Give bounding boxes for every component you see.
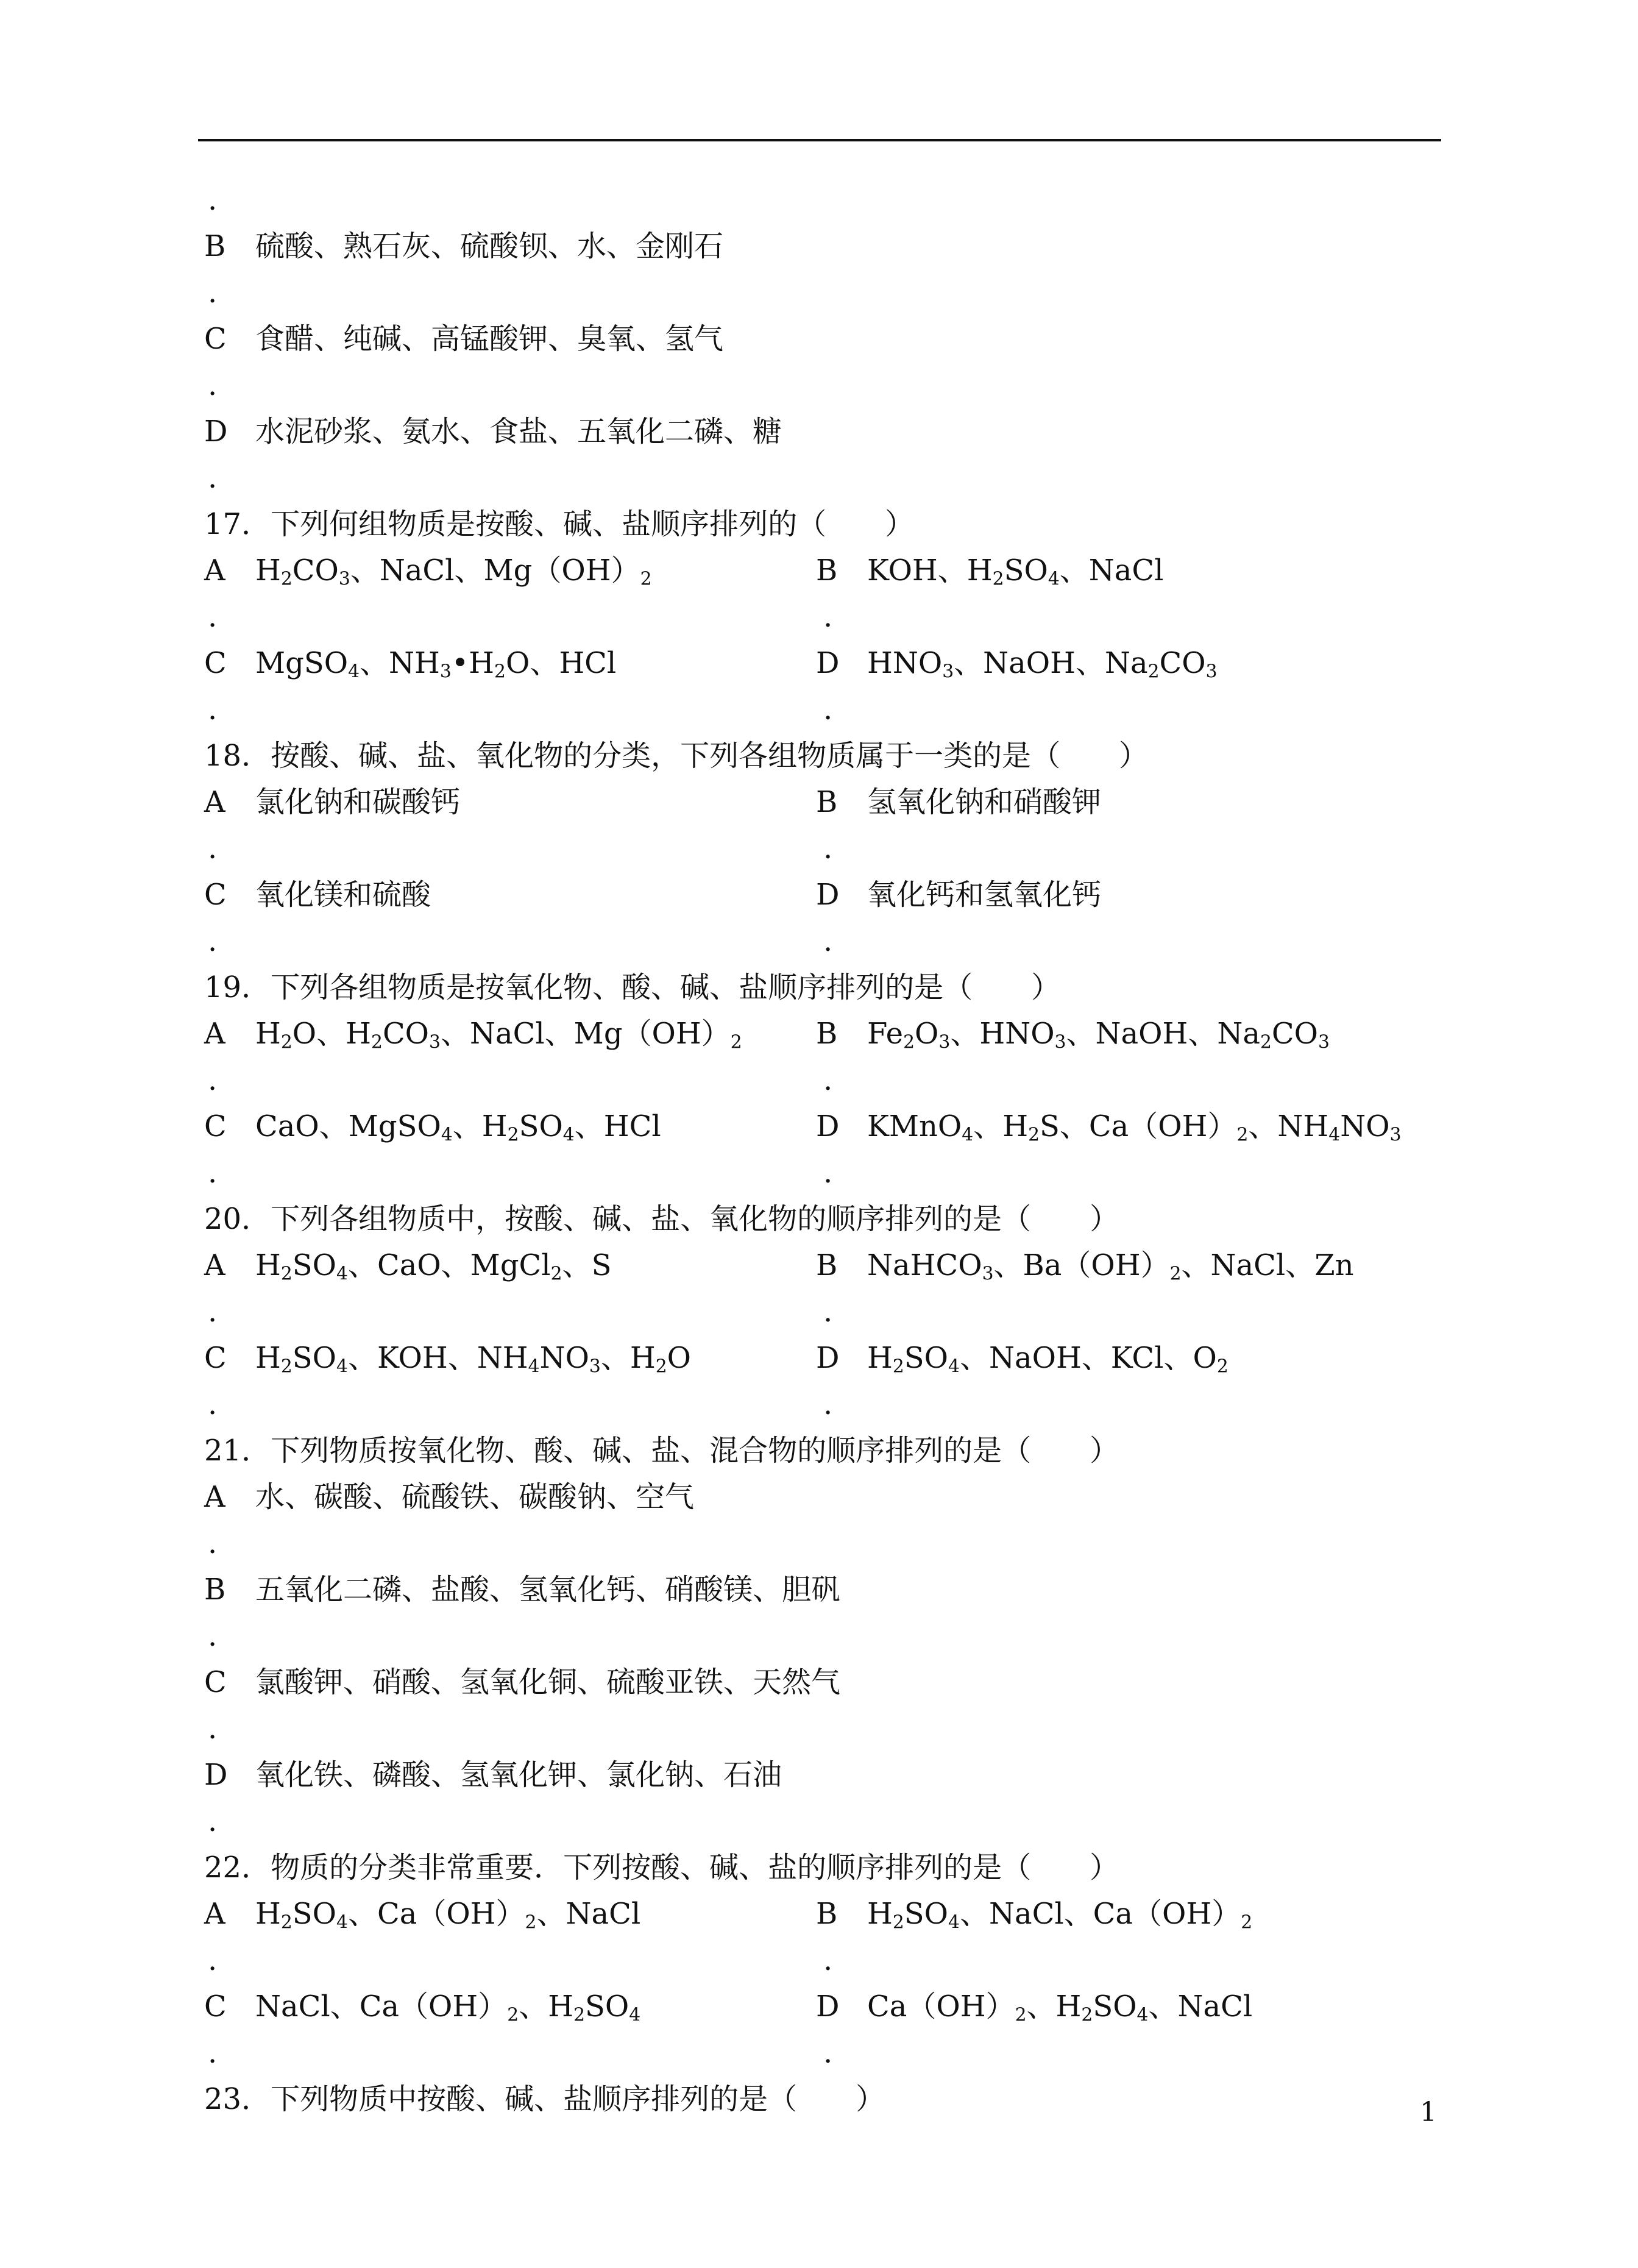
q17-option-d bbox=[816, 646, 1428, 683]
option-formula: $H_2SO_4$、NaCl、$Ca(OH)_2$ bbox=[867, 1897, 1253, 1933]
option-dot: . bbox=[208, 1619, 218, 1653]
document-page bbox=[204, 177, 1447, 2122]
option-dot: . bbox=[208, 1526, 218, 1560]
option-text: 氯酸钾、硝酸、氢氧化铜、硫酸亚铁、天然气 bbox=[255, 1665, 841, 1699]
q19-option-b bbox=[816, 1017, 1428, 1053]
q16-option-b bbox=[204, 223, 1447, 269]
option-formula: $H_2SO_4$、CaO、MgCl$_2$、S bbox=[255, 1248, 612, 1285]
q18-option-d bbox=[816, 878, 1428, 912]
option-dot-row: . . bbox=[208, 1063, 833, 1097]
option-formula: NaCl、$Ca(OH)_2$、$H_2SO_4$ bbox=[255, 1989, 641, 2026]
q19-option-c bbox=[204, 1109, 816, 1146]
option-dot-row: . . bbox=[208, 1387, 833, 1421]
option-formula: CaO、MgSO$_4$、$H_2SO_4$、HCl bbox=[255, 1109, 661, 1146]
option-letter: B bbox=[816, 785, 838, 819]
q18-option-b bbox=[816, 787, 1428, 817]
option-letter: D bbox=[816, 1109, 840, 1143]
q20-stem: 20．下列各组物质中，按酸、碱、盐、氧化物的顺序排列的是（ ） bbox=[204, 1202, 1119, 1236]
option-letter: D bbox=[816, 1341, 840, 1375]
q18-option-a bbox=[204, 787, 816, 817]
option-text: 硫酸、熟石灰、硫酸钡、水、金刚石 bbox=[255, 229, 724, 263]
option-letter: A bbox=[204, 1897, 225, 1931]
option-text: 食醋、纯碱、高锰酸钾、臭氧、氢气 bbox=[255, 322, 724, 356]
q22-options-ab bbox=[204, 1891, 1447, 1937]
option-letter: C bbox=[204, 878, 227, 912]
option-text: 水、碳酸、硫酸铁、碳酸钠、空气 bbox=[255, 1480, 695, 1514]
page-number: 1 bbox=[1420, 2097, 1437, 2128]
q17-option-b bbox=[816, 553, 1428, 590]
option-formula: $H_2SO_4$、$Ca(OH)_2$、NaCl bbox=[255, 1897, 641, 1933]
option-dot-row: . . bbox=[208, 600, 833, 634]
option-text: 氯化钠和碳酸钙 bbox=[255, 785, 461, 819]
option-text: 氧化钙和氢氧化钙 bbox=[867, 878, 1102, 912]
option-letter: C bbox=[204, 1665, 227, 1699]
q20-option-a bbox=[204, 1248, 816, 1285]
option-letter: A bbox=[204, 785, 225, 819]
option-letter: D bbox=[816, 878, 840, 912]
option-dot: . bbox=[208, 461, 218, 495]
q17-options-ab bbox=[204, 547, 1447, 594]
option-dot: . bbox=[208, 183, 218, 217]
option-dot: . bbox=[208, 276, 218, 310]
q23-stem: 23．下列物质中按酸、碱、盐顺序排列的是（ ） bbox=[204, 2082, 885, 2116]
option-letter: B bbox=[816, 1248, 838, 1282]
q19-options-cd bbox=[204, 1103, 1447, 1150]
q20-options-cd bbox=[204, 1335, 1447, 1381]
option-formula: $HNO_3$、NaOH、$Na_2CO_3$ bbox=[867, 646, 1218, 683]
option-letter: C bbox=[204, 1989, 227, 2024]
option-letter: B bbox=[204, 229, 226, 263]
option-formula: KMnO$_4$、$H_2S$、$Ca(OH)_2$、$NH_4NO_3$ bbox=[867, 1109, 1402, 1146]
option-formula: $H_2SO_4$、KOH、$NH_4NO_3$、$H_2O$ bbox=[255, 1341, 692, 1378]
q20-options-ab bbox=[204, 1242, 1447, 1289]
option-formula: $H_2CO_3$、NaCl、$Mg(OH)_2$ bbox=[255, 553, 652, 590]
q18-stem: 18．按酸、碱、盐、氧化物的分类，下列各组物质属于一类的是（ ） bbox=[204, 739, 1149, 773]
option-letter: D bbox=[816, 646, 840, 680]
option-letter: D bbox=[204, 1758, 228, 1792]
option-dot: . bbox=[208, 368, 218, 402]
q21-option-b bbox=[204, 1566, 1447, 1613]
option-dot-row: . . bbox=[208, 924, 833, 958]
option-letter: C bbox=[204, 646, 227, 680]
option-letter: A bbox=[204, 1248, 225, 1282]
q21-option-c bbox=[204, 1659, 1447, 1705]
option-letter: A bbox=[204, 1480, 225, 1514]
q21-option-d bbox=[204, 1752, 1447, 1798]
option-text: 氢氧化钠和硝酸钾 bbox=[867, 785, 1102, 819]
option-letter: C bbox=[204, 322, 227, 356]
option-letter: B bbox=[816, 553, 838, 588]
option-dot-row: . . bbox=[208, 1156, 833, 1190]
q17-stem: 17．下列何组物质是按酸、碱、盐顺序排列的（ ） bbox=[204, 507, 915, 541]
option-dot-row: . . bbox=[208, 1295, 833, 1329]
q22-option-c bbox=[204, 1989, 816, 2026]
q20-option-b bbox=[816, 1248, 1428, 1285]
q17-option-c bbox=[204, 646, 816, 683]
q18-options-cd bbox=[204, 872, 1447, 918]
option-formula: KOH、$H_2SO_4$、NaCl bbox=[867, 553, 1164, 590]
q22-option-b bbox=[816, 1897, 1428, 1933]
q20-option-c bbox=[204, 1341, 816, 1378]
option-dot: . bbox=[208, 1712, 218, 1746]
q21-stem: 21．下列物质按氧化物、酸、碱、盐、混合物的顺序排列的是（ ） bbox=[204, 1434, 1119, 1468]
q22-stem: 22．物质的分类非常重要．下列按酸、碱、盐的顺序排列的是（ ） bbox=[204, 1850, 1119, 1885]
q17-options-cd bbox=[204, 640, 1447, 686]
option-dot-row: . . bbox=[208, 2036, 833, 2070]
option-text: 水泥砂浆、氨水、食盐、五氧化二磷、糖 bbox=[255, 414, 782, 449]
option-letter: D bbox=[816, 1989, 840, 2024]
option-formula: MgSO$_4$、$NH_3•H_2O$、HCl bbox=[255, 646, 617, 683]
option-dot-row: . . bbox=[208, 1943, 833, 1977]
q18-option-c bbox=[204, 878, 816, 912]
option-formula: $Fe_2O_3$、$HNO_3$、NaOH、$Na_2CO_3$ bbox=[867, 1017, 1330, 1053]
option-formula: $H_2SO_4$、NaOH、KCl、$O_2$ bbox=[867, 1341, 1228, 1378]
option-letter: B bbox=[204, 1573, 226, 1607]
q18-options-ab bbox=[204, 779, 1447, 825]
q17-option-a bbox=[204, 553, 816, 590]
q19-stem: 19．下列各组物质是按氧化物、酸、碱、盐顺序排列的是（ ） bbox=[204, 970, 1061, 1004]
q22-option-d bbox=[816, 1989, 1428, 2026]
option-letter: C bbox=[204, 1341, 227, 1375]
option-formula: NaHCO$_3$、$Ba(OH)_2$、NaCl、Zn bbox=[867, 1248, 1354, 1285]
option-formula: $Ca(OH)_2$、$H_2SO_4$、NaCl bbox=[867, 1989, 1253, 2026]
option-letter: B bbox=[816, 1897, 838, 1931]
option-text: 五氧化二磷、盐酸、氢氧化钙、硝酸镁、胆矾 bbox=[255, 1573, 841, 1607]
option-letter: A bbox=[204, 1017, 225, 1051]
option-text: 氧化铁、磷酸、氢氧化钾、氯化钠、石油 bbox=[255, 1758, 782, 1792]
option-formula: $H_2O$、$H_2CO_3$、NaCl、$Mg(OH)_2$ bbox=[255, 1017, 742, 1053]
option-dot-row: . . bbox=[208, 831, 833, 866]
q22-option-a bbox=[204, 1897, 816, 1933]
option-letter: C bbox=[204, 1109, 227, 1143]
option-letter: A bbox=[204, 553, 225, 588]
option-text: 氧化镁和硫酸 bbox=[255, 878, 431, 912]
q19-option-d bbox=[816, 1109, 1428, 1146]
q22-options-cd bbox=[204, 1983, 1447, 2030]
q19-option-a bbox=[204, 1017, 816, 1053]
q20-option-d bbox=[816, 1341, 1428, 1378]
option-letter: B bbox=[816, 1017, 838, 1051]
q19-options-ab bbox=[204, 1011, 1447, 1057]
q16-option-c bbox=[204, 316, 1447, 362]
q21-option-a bbox=[204, 1474, 1447, 1520]
option-dot-row: . . bbox=[208, 692, 833, 727]
option-letter: D bbox=[204, 414, 228, 449]
option-dot: . bbox=[208, 1804, 218, 1838]
q16-option-d bbox=[204, 408, 1447, 455]
header-rule bbox=[198, 139, 1441, 141]
